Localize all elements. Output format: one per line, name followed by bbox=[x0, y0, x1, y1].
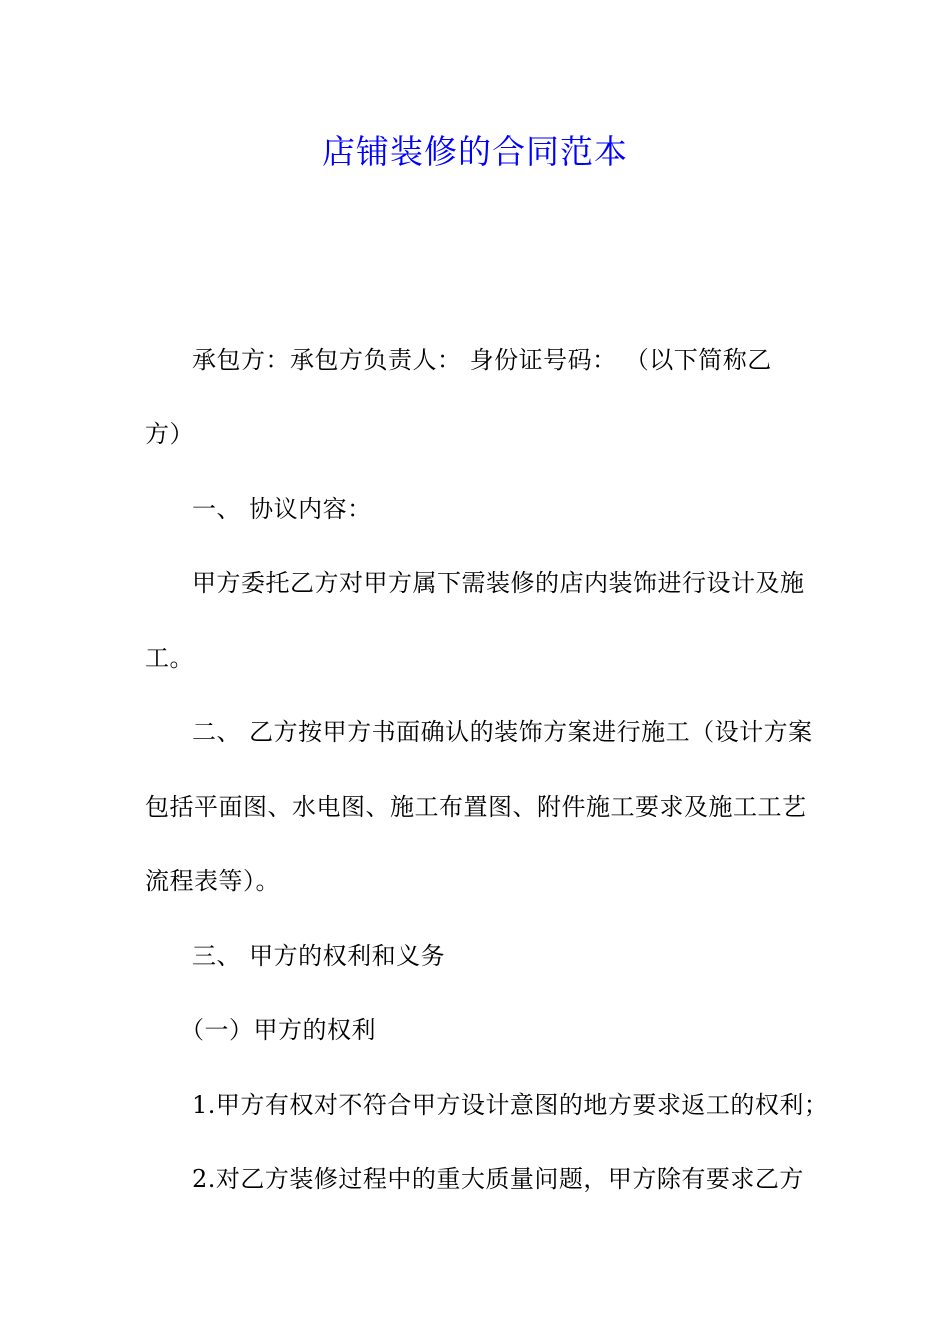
paragraph-line: 流程表等）。 bbox=[145, 867, 280, 895]
list-item: 1.甲方有权对不符合甲方设计意图的地方要求返工的权利； bbox=[192, 1091, 829, 1119]
paragraph-line: 工。 bbox=[145, 644, 194, 672]
paragraph-line: 承包方：承包方负责人： 身份证号码： （以下简称乙 bbox=[192, 346, 772, 374]
paragraph-line: 包括平面图、水电图、施工布置图、附件施工要求及施工工艺 bbox=[145, 793, 807, 821]
paragraph-line: 甲方委托乙方对甲方属下需装修的店内装饰进行设计及施 bbox=[192, 569, 805, 597]
subsection-heading: （一）甲方的权利 bbox=[180, 1016, 376, 1044]
paragraph-line: 方） bbox=[145, 420, 194, 448]
section-heading: 一、 协议内容： bbox=[192, 495, 372, 523]
section-heading: 二、 乙方按甲方书面确认的装饰方案进行施工（设计方案 bbox=[192, 718, 813, 746]
document-title: 店铺装修的合同范本 bbox=[322, 132, 628, 171]
list-item: 2.对乙方装修过程中的重大质量问题，甲方除有要求乙方 bbox=[192, 1165, 804, 1193]
section-heading: 三、 甲方的权利和义务 bbox=[192, 942, 446, 970]
